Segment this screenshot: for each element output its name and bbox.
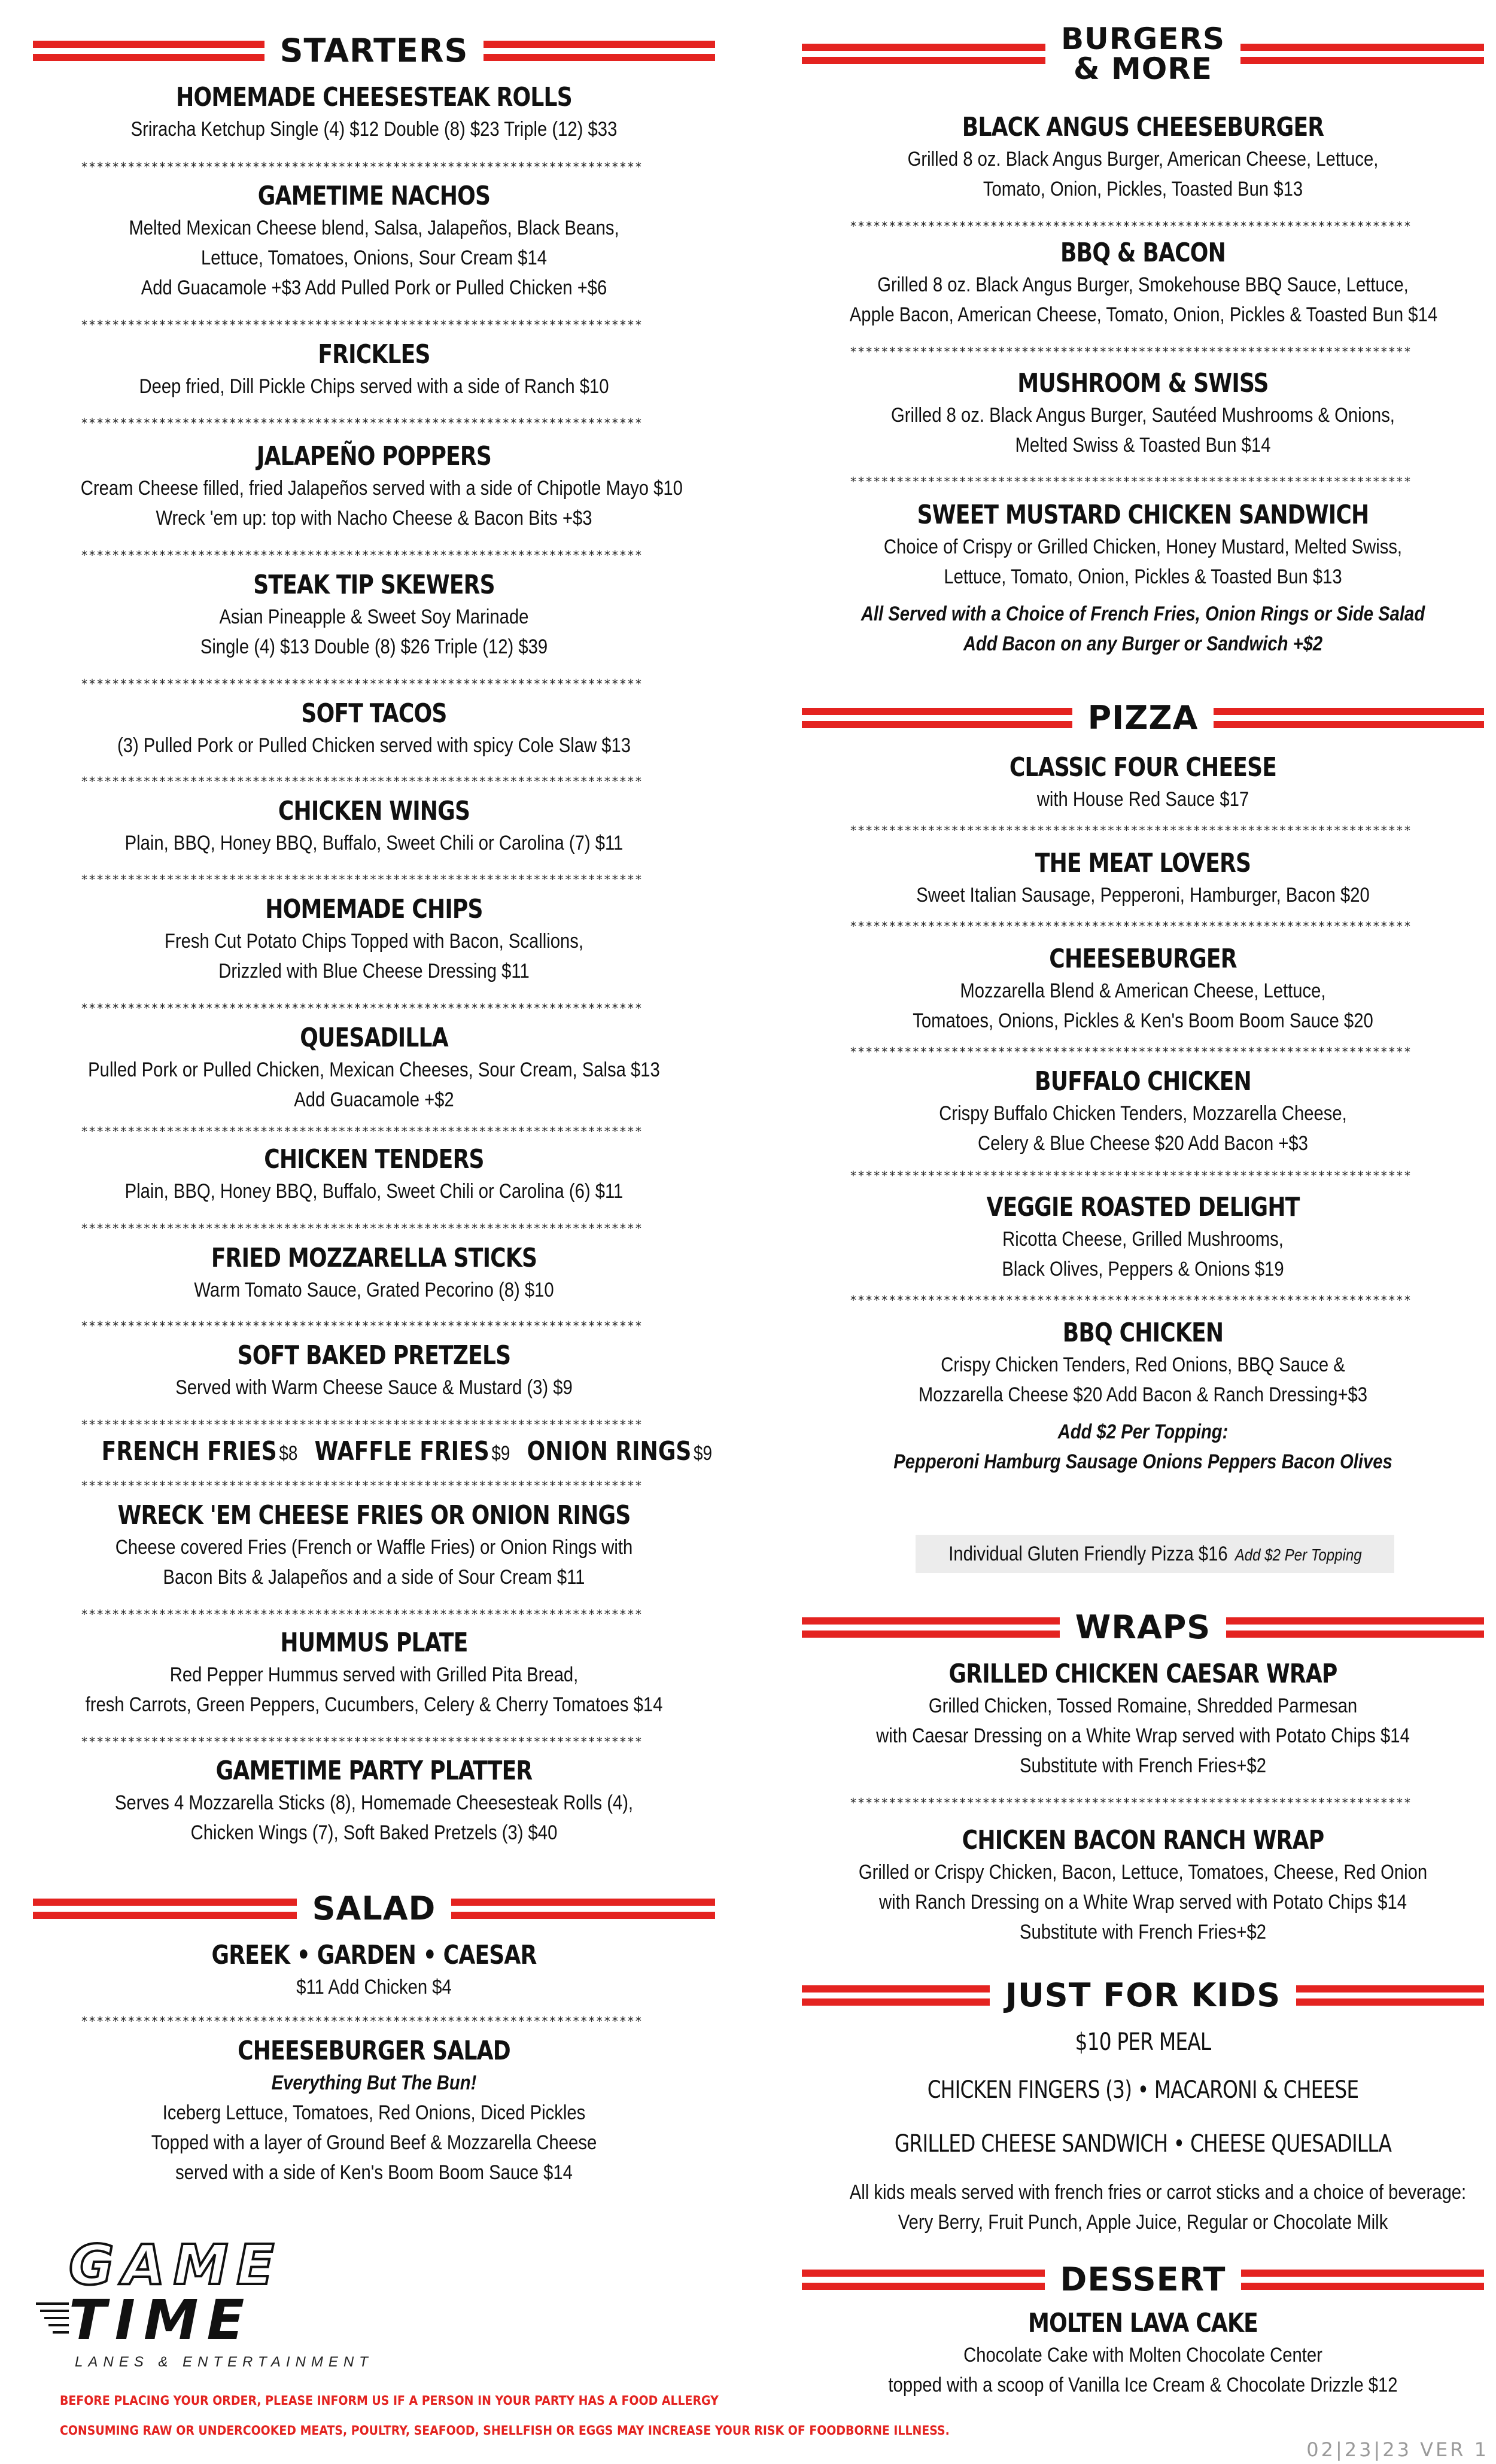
- kids-note: All kids meals served with french fries or carrot sticks and a choice of beverage:: [849, 2181, 1467, 2204]
- separator: ************************************************************************: [81, 2014, 643, 2028]
- item-name: GRILLED CHICKEN CAESAR WRAP: [948, 1659, 1337, 1689]
- allergy-disclaimer: BEFORE PLACING YOUR ORDER, PLEASE INFORM US IF A PERSON IN YOUR PARTY HAS A FOOD ALLERGY: [60, 2393, 719, 2408]
- red-stripe: [802, 1615, 1060, 1640]
- item-name: CHEESEBURGER: [1049, 944, 1237, 974]
- item-desc: $11 Add Chicken $4: [296, 1976, 452, 1998]
- red-stripe: [33, 1896, 297, 1921]
- item-desc: Single (4) $13 Double (8) $26 Triple (12) $39: [200, 635, 548, 658]
- item-desc: Tomatoes, Onions, Pickles & Ken's Boom Boom Sauce $20: [913, 1009, 1373, 1032]
- red-stripe: [1240, 41, 1484, 66]
- menu-item: [802, 498, 1484, 659]
- item-desc: Plain, BBQ, Honey BBQ, Buffalo, Sweet Chili or Carolina (6) $11: [124, 1180, 624, 1203]
- item-name: HOMEMADE CHIPS: [265, 894, 483, 924]
- separator: ************************************************************************: [850, 823, 1412, 838]
- menu-item: [33, 1754, 715, 1848]
- red-stripe: [802, 1983, 990, 2008]
- menu-item: [33, 440, 715, 533]
- menu-item: [33, 697, 715, 761]
- item-name: HOMEMADE CHEESESTEAK ROLLS: [176, 82, 572, 112]
- section-title: JUST FOR KIDS: [1005, 1976, 1281, 2014]
- item-desc: Add Guacamole +$2: [294, 1088, 454, 1111]
- menu-item: [802, 942, 1484, 1036]
- menu-item: [33, 81, 715, 144]
- item-name: GAMETIME NACHOS: [257, 181, 491, 211]
- item-name: STEAK TIP SKEWERS: [253, 570, 495, 600]
- separator: ************************************************************************: [850, 1796, 1412, 1810]
- item-desc: Bacon Bits & Jalapeños and a side of Sour Cream $11: [163, 1566, 585, 1589]
- separator: ************************************************************************: [81, 318, 643, 332]
- item-name: WRECK 'EM CHEESE FRIES OR ONION RINGS: [117, 1500, 631, 1531]
- red-stripe: [1226, 1615, 1484, 1640]
- section-title: WRAPS: [1075, 1608, 1211, 1646]
- item-price: $9: [491, 1442, 510, 1465]
- menu-item: [33, 568, 715, 662]
- item-name: FRENCH FRIES: [101, 1436, 277, 1467]
- salad-header: [33, 1885, 715, 1933]
- menu-item: [33, 1626, 715, 1720]
- item-desc: Choice of Crispy or Grilled Chicken, Honey Mustard, Melted Swiss,: [883, 536, 1403, 558]
- separator: ************************************************************************: [81, 774, 643, 789]
- item-price: $8: [279, 1442, 298, 1465]
- item-desc: Crispy Chicken Tenders, Red Onions, BBQ Sauce &: [941, 1353, 1345, 1376]
- separator: ************************************************************************: [81, 1607, 643, 1622]
- logo-word-game: GAME: [69, 2233, 283, 2297]
- red-stripe: [33, 38, 264, 63]
- item-desc: fresh Carrots, Green Peppers, Cucumbers, Celery & Cherry Tomatoes $14: [85, 1693, 663, 1716]
- item-desc: Grilled 8 oz. Black Angus Burger, Sautéed Mushrooms & Onions,: [891, 404, 1395, 427]
- red-stripe: [1296, 1983, 1484, 2008]
- item-name: HUMMUS PLATE: [280, 1628, 468, 1658]
- item-name: BBQ CHICKEN: [1062, 1318, 1224, 1348]
- gametime-logo: [33, 2233, 392, 2370]
- separator: ************************************************************************: [81, 548, 643, 562]
- menu-item: [802, 236, 1484, 330]
- item-name: FRIED MOZZARELLA STICKS: [211, 1243, 537, 1273]
- section-title: PIZZA: [1087, 699, 1199, 737]
- item-tagline: Everything But The Bun!: [271, 2071, 477, 2094]
- menu-item: [33, 1242, 715, 1305]
- gluten-text: Individual Gluten Friendly Pizza $16: [948, 1542, 1228, 1565]
- menu-item: [33, 2034, 715, 2188]
- separator: ************************************************************************: [81, 1124, 643, 1139]
- menu-item: [33, 1339, 715, 1403]
- separator: ************************************************************************: [850, 345, 1412, 359]
- separator: ************************************************************************: [81, 160, 643, 174]
- fries-row: [33, 1436, 715, 1467]
- item-desc: Topped with a layer of Ground Beef & Mozzarella Cheese: [151, 2131, 597, 2154]
- item-note: Add Bacon on any Burger or Sandwich +$2: [963, 632, 1323, 655]
- separator: ************************************************************************: [81, 1001, 643, 1015]
- kids-menu: [802, 2025, 1484, 2237]
- section-title-line: & MORE: [1074, 51, 1212, 86]
- item-name: CHICKEN TENDERS: [264, 1144, 484, 1175]
- separator: ************************************************************************: [850, 1045, 1412, 1059]
- red-stripe: [802, 2267, 1045, 2292]
- item-desc: Cream Cheese filled, fried Jalapeños served with a side of Chipotle Mayo $10: [80, 477, 683, 500]
- item-desc: with Caesar Dressing on a White Wrap served with Potato Chips $14: [876, 1724, 1410, 1747]
- kids-header: [802, 1972, 1484, 2019]
- menu-item: [802, 751, 1484, 814]
- item-desc: Substitute with French Fries+$2: [1020, 1754, 1266, 1777]
- item-desc: Melted Swiss & Toasted Bun $14: [1015, 434, 1271, 457]
- item-name: BBQ & BACON: [1060, 238, 1226, 268]
- item-desc: Sweet Italian Sausage, Pepperoni, Hamburger, Bacon $20: [916, 884, 1370, 906]
- item-name: BLACK ANGUS CHEESEBURGER: [962, 112, 1324, 142]
- item-desc: Drizzled with Blue Cheese Dressing $11: [218, 960, 530, 982]
- separator: ************************************************************************: [850, 1293, 1412, 1307]
- item-desc: topped with a scoop of Vanilla Ice Cream & Chocolate Drizzle $12: [888, 2374, 1398, 2396]
- item-desc: Lettuce, Tomatoes, Onions, Sour Cream $14: [200, 247, 548, 269]
- item-name: QUESADILLA: [300, 1023, 448, 1053]
- item-desc: Tomato, Onion, Pickles, Toasted Bun $13: [983, 178, 1303, 200]
- item-desc: Warm Tomato Sauce, Grated Pecorino (8) $10: [194, 1279, 554, 1301]
- starters-header: [33, 27, 715, 75]
- item-desc: Pulled Pork or Pulled Chicken, Mexican Cheeses, Sour Cream, Salsa $13: [88, 1058, 660, 1081]
- red-stripe: [1241, 2267, 1484, 2292]
- separator: ************************************************************************: [81, 1735, 643, 1749]
- item-desc: Mozzarella Cheese $20 Add Bacon & Ranch Dressing+$3: [918, 1383, 1368, 1406]
- menu-item: [802, 1191, 1484, 1284]
- item-name: SOFT TACOS: [301, 698, 447, 729]
- item-name: GREEK • GARDEN • CAESAR: [211, 1940, 537, 1970]
- item-desc: Add Guacamole +$3 Add Pulled Pork or Pulled Chicken +$6: [141, 276, 607, 299]
- toppings-title: Add $2 Per Topping:: [1057, 1420, 1229, 1443]
- item-name: GAMETIME PARTY PLATTER: [215, 1756, 533, 1786]
- item-name: THE MEAT LOVERS: [1035, 848, 1251, 878]
- wraps-header: [802, 1604, 1484, 1651]
- item-desc: Melted Mexican Cheese blend, Salsa, Jalapeños, Black Beans,: [129, 217, 619, 239]
- menu-item: [33, 1939, 715, 2002]
- menu-item: [802, 1657, 1484, 1781]
- pizza-header: [802, 694, 1484, 742]
- item-desc: Chicken Wings (7), Soft Baked Pretzels (3) $40: [190, 1821, 558, 1844]
- item-name: SWEET MUSTARD CHICKEN SANDWICH: [917, 500, 1369, 530]
- separator: ************************************************************************: [850, 219, 1412, 233]
- item-desc: Sriracha Ketchup Single (4) $12 Double (8) $23 Triple (12) $33: [130, 118, 618, 141]
- item-name: MUSHROOM & SWISS: [1017, 368, 1269, 399]
- gluten-note: Add $2 Per Topping: [1234, 1545, 1362, 1564]
- item-desc: Lettuce, Tomato, Onion, Pickles & Toasted Bun $13: [944, 565, 1342, 588]
- item-name: ONION RINGS: [527, 1436, 692, 1467]
- red-stripe: [802, 41, 1045, 66]
- menu-item: [802, 1824, 1484, 1947]
- item-name: VEGGIE ROASTED DELIGHT: [986, 1192, 1300, 1222]
- menu-item: [33, 1499, 715, 1592]
- item-name: CLASSIC FOUR CHEESE: [1009, 752, 1277, 783]
- foodborne-disclaimer: CONSUMING RAW OR UNDERCOOKED MEATS, POULTRY, SEAFOOD, SHELLFISH OR EGGS MAY INCREASE YOUR RISK OF FOODBORNE ILLNESS.: [60, 2423, 950, 2438]
- item-desc: with House Red Sauce $17: [1036, 788, 1249, 811]
- version-label: 02|23|23 VER 1: [1306, 2438, 1489, 2461]
- menu-item: [33, 338, 715, 401]
- item-name: JALAPEÑO POPPERS: [256, 441, 492, 471]
- menu-item: [33, 180, 715, 303]
- separator: ************************************************************************: [81, 677, 643, 691]
- item-name: MOLTEN LAVA CAKE: [1028, 2308, 1258, 2338]
- gluten-friendly-pizza: [916, 1535, 1394, 1573]
- item-desc: (3) Pulled Pork or Pulled Chicken served with spicy Cole Slaw $13: [117, 734, 631, 757]
- item-desc: with Ranch Dressing on a White Wrap served with Potato Chips $14: [879, 1891, 1407, 1914]
- item-desc: Grilled 8 oz. Black Angus Burger, American Cheese, Lettuce,: [907, 148, 1379, 171]
- separator: ************************************************************************: [850, 474, 1412, 489]
- item-name: BUFFALO CHICKEN: [1035, 1066, 1251, 1097]
- item-name: WAFFLE FRIES: [314, 1436, 489, 1467]
- item-desc: Ricotta Cheese, Grilled Mushrooms,: [1002, 1228, 1284, 1251]
- menu-item: [802, 111, 1484, 204]
- kids-price: $10 PER MEAL: [1075, 2028, 1211, 2056]
- item-note: All Served with a Choice of French Fries, Onion Rings or Side Salad: [860, 603, 1425, 625]
- item-desc: Deep fried, Dill Pickle Chips served with a side of Ranch $10: [139, 375, 609, 398]
- item-desc: Substitute with French Fries+$2: [1020, 1921, 1266, 1943]
- dessert-header: [802, 2256, 1484, 2304]
- separator: ************************************************************************: [81, 416, 643, 430]
- separator: ************************************************************************: [81, 1221, 643, 1236]
- kids-row: CHICKEN FINGERS (3) • MACARONI & CHEESE: [927, 2076, 1359, 2104]
- item-desc: Wreck 'em up: top with Nacho Cheese & Bacon Bits +$3: [156, 507, 592, 530]
- menu-item: [33, 1143, 715, 1206]
- menu-item: [802, 1065, 1484, 1158]
- item-name: CHEESEBURGER SALAD: [238, 2036, 510, 2066]
- item-desc: Plain, BBQ, Honey BBQ, Buffalo, Sweet Chili or Carolina (7) $11: [124, 832, 624, 854]
- separator: ************************************************************************: [81, 1417, 643, 1432]
- menu-item: [33, 1021, 715, 1115]
- separator: ************************************************************************: [850, 919, 1412, 933]
- menu-item: [802, 847, 1484, 910]
- item-desc: served with a side of Ken's Boom Boom Sauce $14: [175, 2161, 573, 2184]
- red-stripe: [802, 705, 1072, 731]
- red-stripe: [1214, 705, 1484, 731]
- item-desc: Fresh Cut Potato Chips Topped with Bacon, Scallions,: [165, 930, 583, 953]
- red-stripe: [451, 1896, 715, 1921]
- separator: ************************************************************************: [850, 1169, 1412, 1183]
- kids-note: Very Berry, Fruit Punch, Apple Juice, Regular or Chocolate Milk: [898, 2211, 1388, 2234]
- item-desc: Cheese covered Fries (French or Waffle Fries) or Onion Rings with: [115, 1536, 633, 1559]
- menu-item: [802, 2307, 1484, 2400]
- section-title: STARTERS: [279, 32, 469, 69]
- item-name: CHICKEN WINGS: [278, 796, 470, 826]
- menu-item: [802, 367, 1484, 460]
- logo-subtitle: LANES & ENTERTAINMENT: [75, 2354, 373, 2370]
- item-desc: Celery & Blue Cheese $20 Add Bacon +$3: [978, 1132, 1308, 1155]
- item-desc: Mozzarella Blend & American Cheese, Lettuce,: [960, 979, 1326, 1002]
- section-title-line: BURGERS: [1061, 22, 1225, 56]
- item-desc: Apple Bacon, American Cheese, Tomato, Onion, Pickles & Toasted Bun $14: [849, 303, 1438, 326]
- item-desc: Served with Warm Cheese Sauce & Mustard (3) $9: [175, 1376, 573, 1399]
- item-price: $9: [693, 1442, 713, 1465]
- burgers-header: [802, 21, 1484, 87]
- item-desc: Serves 4 Mozzarella Sticks (8), Homemade Cheesesteak Rolls (4),: [114, 1791, 634, 1814]
- item-name: FRICKLES: [318, 339, 430, 370]
- item-desc: Iceberg Lettuce, Tomatoes, Red Onions, Diced Pickles: [162, 2101, 586, 2124]
- item-desc: Asian Pineapple & Sweet Soy Marinade: [219, 606, 529, 628]
- menu-item: [33, 893, 715, 986]
- menu-item: [802, 1316, 1484, 1477]
- item-desc: Chocolate Cake with Molten Chocolate Center: [963, 2344, 1322, 2366]
- kids-row: GRILLED CHEESE SANDWICH • CHEESE QUESADILLA: [894, 2130, 1392, 2158]
- toppings-list: Pepperoni Hamburg Sausage Onions Peppers Bacon Olives: [893, 1450, 1392, 1473]
- item-desc: Grilled 8 oz. Black Angus Burger, Smokehouse BBQ Sauce, Lettuce,: [877, 273, 1409, 296]
- item-desc: Black Olives, Peppers & Onions $19: [1002, 1258, 1284, 1280]
- item-desc: Grilled Chicken, Tossed Romaine, Shredded Parmesan: [928, 1695, 1358, 1717]
- section-title: DESSERT: [1060, 2261, 1226, 2298]
- separator: ************************************************************************: [81, 1319, 643, 1333]
- red-stripe: [484, 38, 715, 63]
- item-desc: Crispy Buffalo Chicken Tenders, Mozzarella Cheese,: [939, 1102, 1347, 1125]
- section-title: SALAD: [312, 1890, 436, 1927]
- logo-word-time: TIME: [69, 2288, 253, 2352]
- section-title: [1045, 24, 1240, 84]
- item-desc: Grilled or Crispy Chicken, Bacon, Lettuce, Tomatoes, Cheese, Red Onion: [858, 1861, 1428, 1884]
- separator: ************************************************************************: [81, 1479, 643, 1493]
- item-name: SOFT BAKED PRETZELS: [237, 1340, 511, 1371]
- separator: ************************************************************************: [81, 872, 643, 887]
- item-name: CHICKEN BACON RANCH WRAP: [962, 1825, 1324, 1855]
- item-desc: Red Pepper Hummus served with Grilled Pita Bread,: [169, 1663, 579, 1686]
- menu-item: [33, 795, 715, 858]
